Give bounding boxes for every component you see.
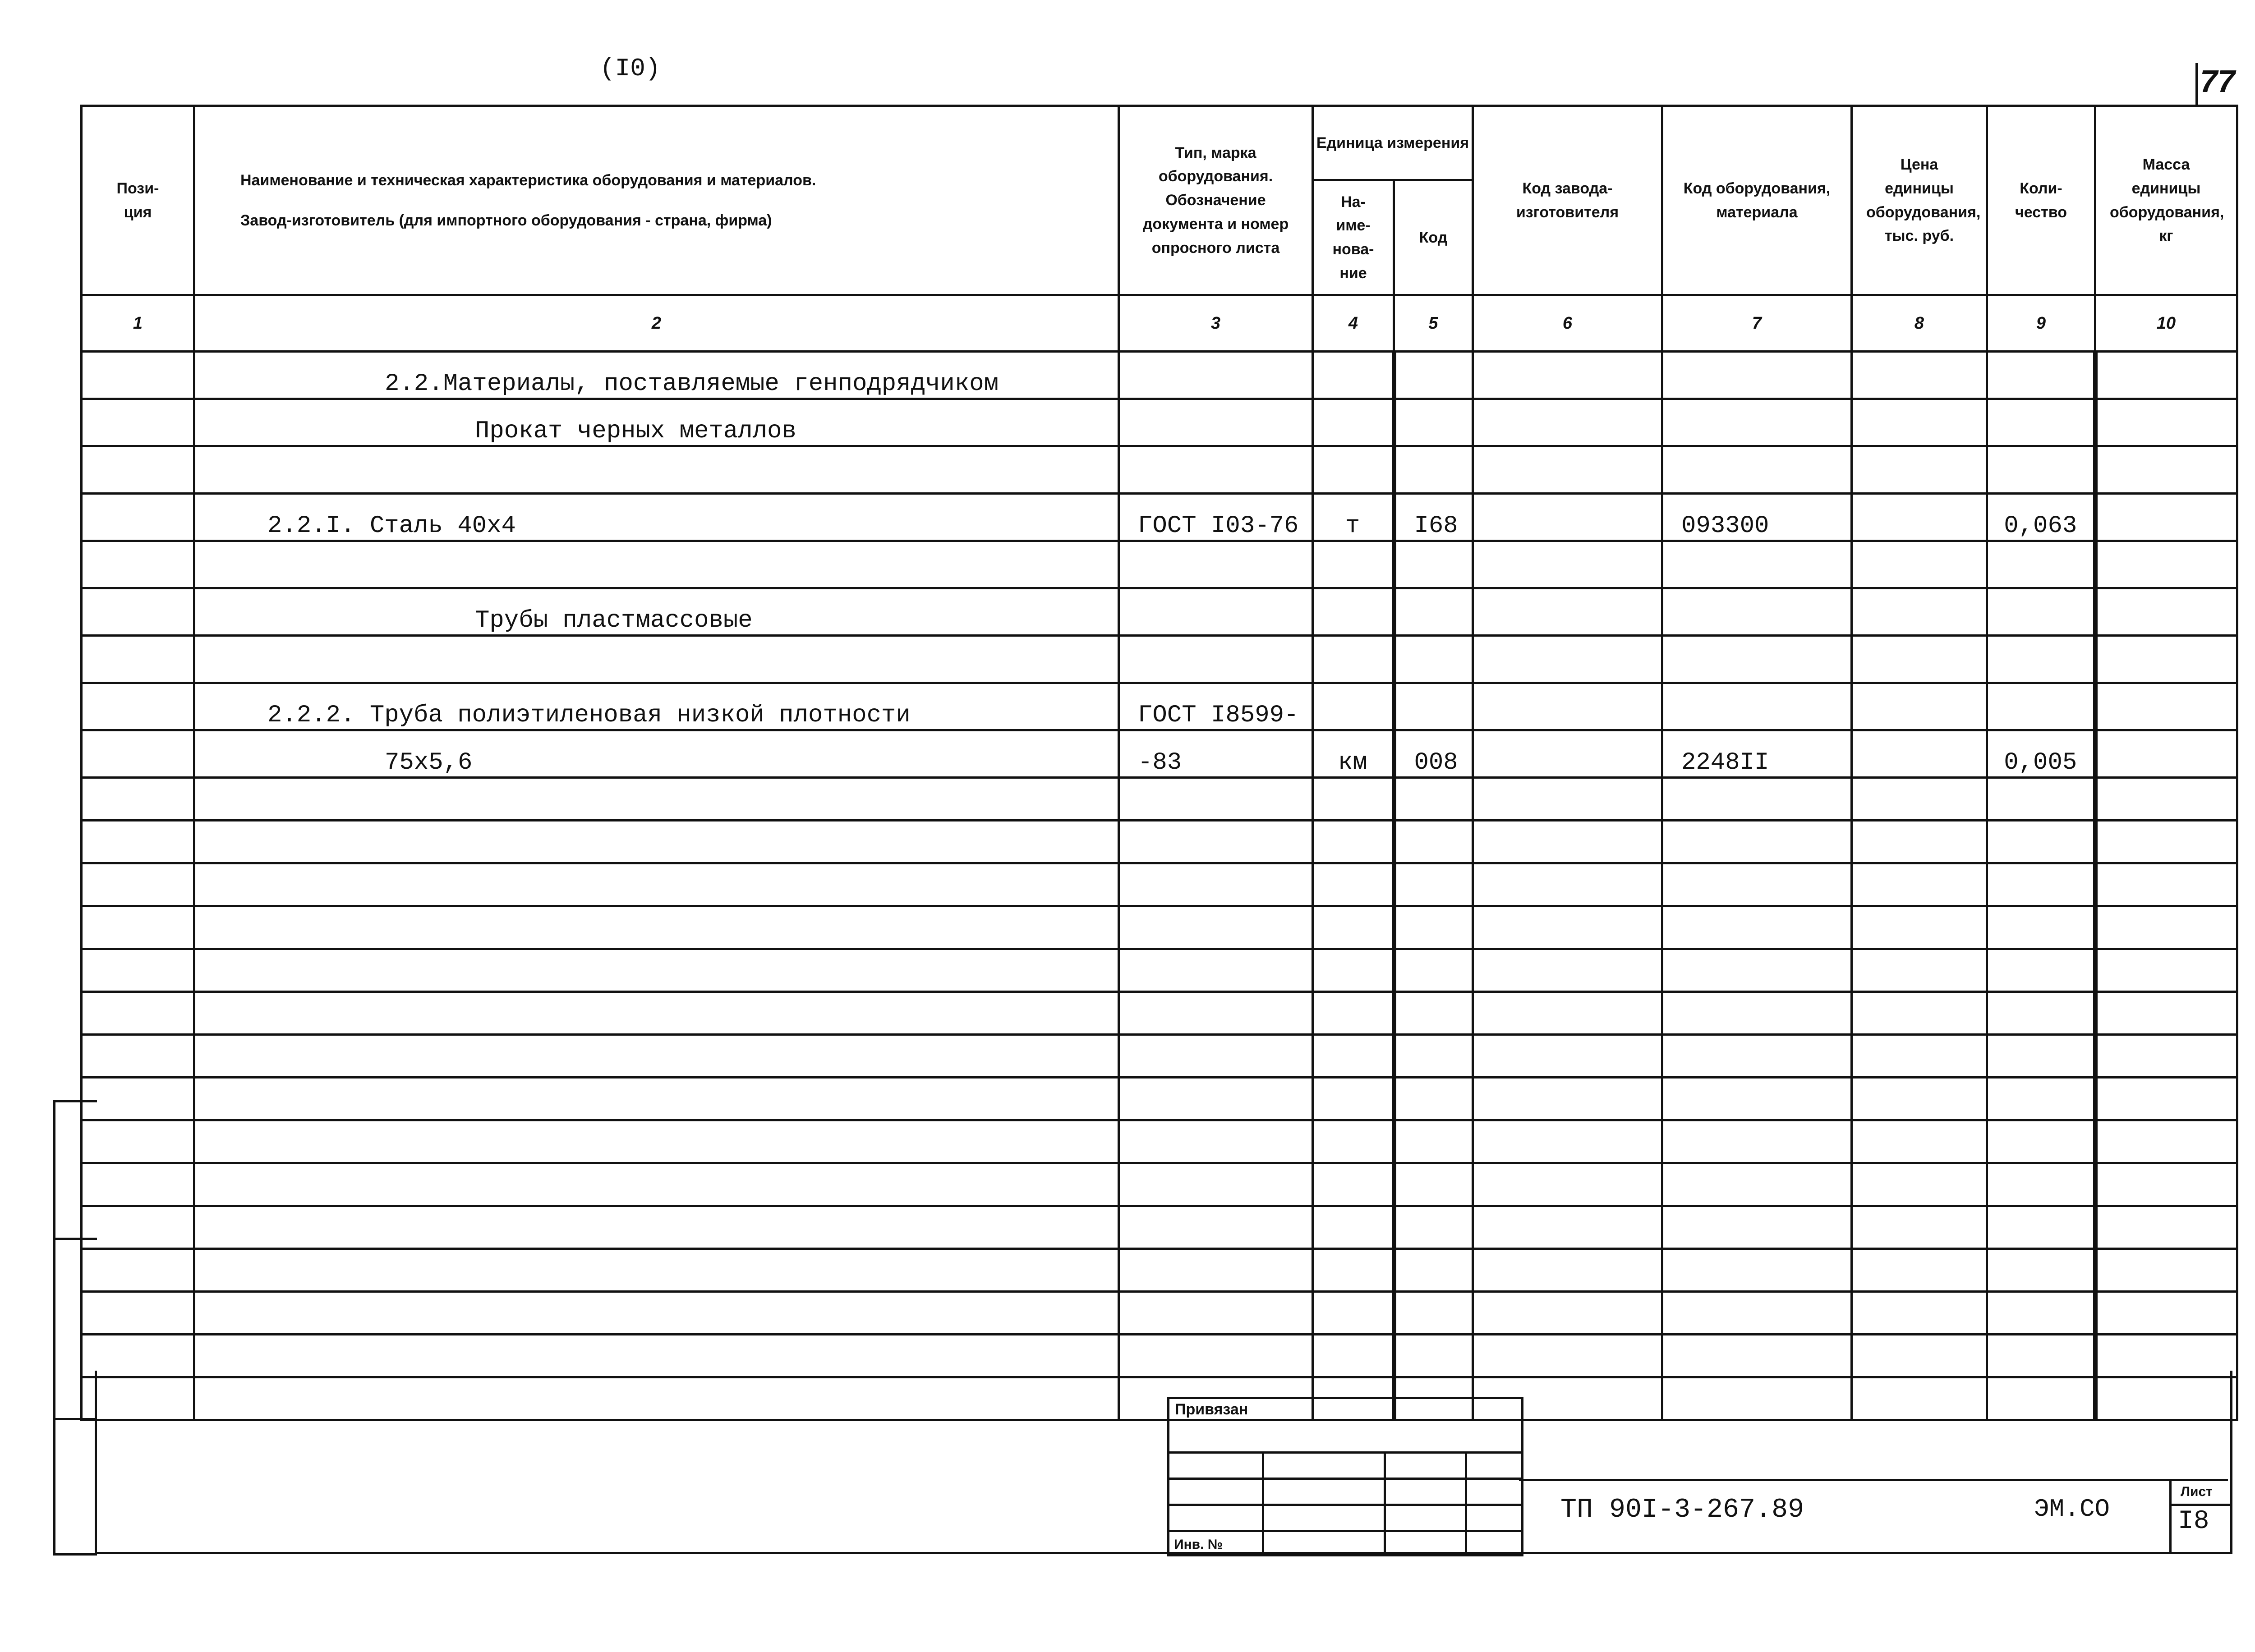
cell-code: 2248II [1662,730,1852,778]
cell-name [194,1120,1119,1163]
table-header [82,106,2237,352]
header-unit-name: На-име-нова-ние [1313,180,1394,295]
cell-mass [2095,636,2237,683]
table-row [82,821,2237,863]
cell-unit-code [1394,636,1473,683]
binding-strip [53,1100,97,1556]
cell-qty [1987,1249,2095,1292]
cell-factory [1473,1163,1662,1206]
cell-pos [82,683,194,730]
cell-name [194,636,1119,683]
cell-qty [1987,778,2095,821]
cell-unit [1313,1206,1394,1249]
cell-factory [1473,636,1662,683]
header-unit-code: Код [1394,180,1473,295]
cell-qty [1987,949,2095,992]
cell-factory [1473,821,1662,863]
cell-price [1852,906,1987,949]
column-number-10: 10 [2095,295,2237,352]
cell-name: 2.2.2. Труба полиэтиленовая низкой плотности [194,683,1119,730]
cell-pos [82,821,194,863]
cell-qty [1987,446,2095,494]
cell-unit: км [1313,730,1394,778]
cell-pos [82,992,194,1035]
cell-unit [1313,399,1394,446]
cell-type [1119,352,1313,399]
cell-pos [82,588,194,636]
cell-unit-code [1394,1035,1473,1078]
cell-factory [1473,1292,1662,1335]
binding-strip-divider [55,1238,97,1240]
cell-name [194,1292,1119,1335]
cell-qty [1987,588,2095,636]
cell-price [1852,1120,1987,1163]
cell-qty [1987,1078,2095,1120]
cell-unit-code [1394,446,1473,494]
cell-type [1119,1163,1313,1206]
cell-name: Прокат черных металлов [194,399,1119,446]
cell-unit [1313,446,1394,494]
header-type: Тип, марка оборудования. Обозначение документа и номер опросного листа [1119,106,1313,295]
cell-code [1662,906,1852,949]
table-row [82,863,2237,906]
cell-type: ГОСТ I03-76 [1119,494,1313,541]
cell-name: Трубы пластмассовые [194,588,1119,636]
cell-type [1119,1206,1313,1249]
header-factory-code: Код завода-изготовителя [1473,106,1662,295]
stamp-rule [1169,1530,1521,1532]
cell-name [194,446,1119,494]
cell-unit [1313,1120,1394,1163]
cell-unit-code: I68 [1394,494,1473,541]
cell-name [194,541,1119,588]
title-block-rule [1519,1479,2228,1481]
cell-type [1119,1249,1313,1292]
column-number-7: 7 [1662,295,1852,352]
cell-factory [1473,863,1662,906]
cell-unit [1313,588,1394,636]
cell-qty [1987,1292,2095,1335]
cell-type [1119,949,1313,992]
cell-mass [2095,1249,2237,1292]
cell-mass [2095,1120,2237,1163]
cell-code [1662,1120,1852,1163]
cell-factory [1473,1120,1662,1163]
cell-type [1119,588,1313,636]
sheet-corner-number: 77 [2200,64,2235,99]
cell-price [1852,683,1987,730]
cell-pos [82,541,194,588]
cell-mass [2095,588,2237,636]
column-number-2: 2 [194,295,1119,352]
cell-code [1662,399,1852,446]
cell-mass [2095,683,2237,730]
cell-qty [1987,1163,2095,1206]
cell-pos [82,1292,194,1335]
cell-pos [82,949,194,992]
cell-unit [1313,821,1394,863]
table-row [82,778,2237,821]
cell-price [1852,949,1987,992]
cell-unit-code [1394,949,1473,992]
inventory-label: Инв. № [1174,1537,1223,1552]
specification-table [80,105,2238,1421]
cell-pos [82,636,194,683]
table-row [82,541,2237,588]
cell-name: 2.2.I. Сталь 40х4 [194,494,1119,541]
stamp-column-rule [1384,1451,1386,1554]
cell-unit [1313,1035,1394,1078]
cell-name [194,906,1119,949]
cell-pos [82,352,194,399]
cell-price [1852,494,1987,541]
cell-type [1119,778,1313,821]
page-number: (I0) [600,54,661,83]
stamp-column-rule [1262,1451,1264,1554]
cell-unit-code [1394,588,1473,636]
cell-qty [1987,636,2095,683]
cell-name [194,1163,1119,1206]
cell-mass [2095,863,2237,906]
cell-factory [1473,1206,1662,1249]
cell-unit-code [1394,992,1473,1035]
title-block-frame [95,1371,2232,1554]
cell-price [1852,778,1987,821]
cell-pos [82,494,194,541]
cell-type [1119,863,1313,906]
cell-code [1662,683,1852,730]
table-row [82,1078,2237,1120]
cell-type [1119,636,1313,683]
cell-type [1119,446,1313,494]
cell-type: ГОСТ I8599- [1119,683,1313,730]
sheet-box-rule [2172,1504,2230,1506]
header-position: Пози- ция [82,106,194,295]
cell-qty [1987,352,2095,399]
sheet-box [2169,1479,2230,1552]
cell-mass [2095,1163,2237,1206]
stamp-rule [1169,1478,1521,1480]
cell-factory [1473,541,1662,588]
cell-price [1852,446,1987,494]
table-row [82,730,2237,778]
cell-price [1852,1163,1987,1206]
cell-price [1852,399,1987,446]
cell-type [1119,1078,1313,1120]
cell-price [1852,541,1987,588]
cell-price [1852,1035,1987,1078]
cell-type [1119,541,1313,588]
binding-stamp [1167,1397,1523,1556]
cell-price [1852,730,1987,778]
cell-unit [1313,949,1394,992]
cell-qty [1987,1120,2095,1163]
header-name-line1: Наименование и техническая характеристика оборудования и материалов. [240,171,816,189]
cell-unit-code [1394,1163,1473,1206]
cell-name: 75х5,6 [194,730,1119,778]
cell-name [194,778,1119,821]
stamp-label: Привязан [1175,1401,1248,1418]
cell-mass [2095,821,2237,863]
header-mass: Масса единицы оборудования, кг [2095,106,2237,295]
cell-pos [82,399,194,446]
cell-price [1852,352,1987,399]
sheet-label: Лист [2181,1484,2213,1499]
cell-price [1852,1249,1987,1292]
cell-price [1852,636,1987,683]
cell-name [194,992,1119,1035]
header-material-code: Код оборудования, материала [1662,106,1852,295]
cell-name [194,1206,1119,1249]
cell-name [194,863,1119,906]
table-row [82,399,2237,446]
cell-factory [1473,992,1662,1035]
corner-divider [2195,63,2198,105]
table-body [82,352,2237,1420]
cell-mass [2095,949,2237,992]
column-number-1: 1 [82,295,194,352]
cell-factory [1473,588,1662,636]
cell-mass [2095,446,2237,494]
binding-strip-divider [55,1418,97,1420]
cell-name [194,821,1119,863]
cell-type [1119,1292,1313,1335]
table-row [82,1249,2237,1292]
cell-code [1662,1035,1852,1078]
cell-name [194,1078,1119,1120]
cell-unit-code [1394,1292,1473,1335]
cell-unit [1313,352,1394,399]
cell-factory [1473,446,1662,494]
cell-qty: 0,005 [1987,730,2095,778]
cell-code [1662,636,1852,683]
cell-pos [82,1249,194,1292]
cell-type [1119,821,1313,863]
cell-factory [1473,352,1662,399]
cell-qty [1987,541,2095,588]
cell-factory [1473,949,1662,992]
table-row [82,1120,2237,1163]
cell-unit-code [1394,1078,1473,1120]
column-number-3: 3 [1119,295,1313,352]
cell-unit-code [1394,1206,1473,1249]
table-row [82,992,2237,1035]
cell-qty [1987,863,2095,906]
table-row [82,1292,2237,1335]
cell-factory [1473,1249,1662,1292]
cell-name [194,949,1119,992]
cell-code [1662,821,1852,863]
cell-unit-code [1394,778,1473,821]
table-row [82,949,2237,992]
cell-pos [82,906,194,949]
cell-mass [2095,1206,2237,1249]
column-number-9: 9 [1987,295,2095,352]
cell-factory [1473,906,1662,949]
column-number-5: 5 [1394,295,1473,352]
cell-unit [1313,778,1394,821]
cell-qty [1987,683,2095,730]
table-row [82,352,2237,399]
cell-unit-code [1394,821,1473,863]
cell-price [1852,821,1987,863]
table-row [82,1163,2237,1206]
cell-unit-code: 008 [1394,730,1473,778]
cell-code [1662,1163,1852,1206]
cell-mass [2095,778,2237,821]
cell-type [1119,906,1313,949]
cell-code [1662,352,1852,399]
cell-type [1119,399,1313,446]
cell-pos [82,778,194,821]
header-quantity: Коли-чество [1987,106,2095,295]
cell-code [1662,588,1852,636]
cell-pos [82,446,194,494]
cell-price [1852,1078,1987,1120]
cell-unit-code [1394,683,1473,730]
cell-code [1662,863,1852,906]
cell-unit-code [1394,541,1473,588]
cell-unit [1313,1078,1394,1120]
cell-mass [2095,906,2237,949]
cell-unit-code [1394,352,1473,399]
cell-mass [2095,730,2237,778]
cell-pos [82,1206,194,1249]
cell-factory [1473,399,1662,446]
table-row [82,906,2237,949]
stamp-rule [1169,1451,1521,1454]
cell-factory [1473,494,1662,541]
cell-mass [2095,992,2237,1035]
table-row [82,683,2237,730]
table-row [82,1206,2237,1249]
cell-code: 093300 [1662,494,1852,541]
cell-mass [2095,352,2237,399]
cell-qty [1987,1035,2095,1078]
cell-mass [2095,1292,2237,1335]
cell-code [1662,949,1852,992]
cell-unit [1313,636,1394,683]
column-number-4: 4 [1313,295,1394,352]
cell-unit: т [1313,494,1394,541]
cell-qty: 0,063 [1987,494,2095,541]
cell-name: 2.2.Материалы, поставляемые генподрядчиком [194,352,1119,399]
cell-price [1852,588,1987,636]
cell-unit [1313,683,1394,730]
cell-unit [1313,906,1394,949]
table-row [82,588,2237,636]
cell-unit [1313,1292,1394,1335]
cell-name [194,1249,1119,1292]
header-name-line2: Завод-изготовитель (для импортного оборудования - страна, фирма) [240,211,772,229]
cell-unit-code [1394,906,1473,949]
cell-pos [82,730,194,778]
cell-price [1852,992,1987,1035]
cell-unit-code [1394,1120,1473,1163]
stamp-column-rule [1465,1451,1467,1554]
cell-mass [2095,1035,2237,1078]
cell-mass [2095,494,2237,541]
cell-qty [1987,992,2095,1035]
document-code: ТП 90I-3-267.89 [1560,1495,1804,1525]
cell-pos [82,1120,194,1163]
cell-qty [1987,821,2095,863]
cell-code [1662,992,1852,1035]
cell-unit [1313,992,1394,1035]
cell-price [1852,1206,1987,1249]
table-row [82,494,2237,541]
column-number-6: 6 [1473,295,1662,352]
header-price: Цена единицы оборудования, тыс. руб. [1852,106,1987,295]
cell-unit [1313,863,1394,906]
cell-unit [1313,1249,1394,1292]
cell-mass [2095,399,2237,446]
table-row [82,1035,2237,1078]
cell-factory [1473,1035,1662,1078]
cell-factory [1473,778,1662,821]
cell-factory [1473,1078,1662,1120]
cell-qty [1987,399,2095,446]
stamp-rule [1169,1504,1521,1506]
header-name [194,106,1119,295]
cell-code [1662,778,1852,821]
cell-type [1119,1120,1313,1163]
document-mark: ЭМ.СО [2034,1495,2110,1524]
cell-code [1662,1292,1852,1335]
cell-pos [82,1078,194,1120]
cell-pos [82,1163,194,1206]
cell-qty [1987,1206,2095,1249]
cell-pos [82,1035,194,1078]
cell-type: -83 [1119,730,1313,778]
cell-factory [1473,730,1662,778]
cell-unit-code [1394,1249,1473,1292]
cell-factory [1473,683,1662,730]
cell-mass [2095,1078,2237,1120]
cell-name [194,1035,1119,1078]
table-row [82,636,2237,683]
cell-type [1119,992,1313,1035]
cell-type [1119,1035,1313,1078]
cell-mass [2095,541,2237,588]
cell-qty [1987,906,2095,949]
cell-price [1852,863,1987,906]
cell-unit-code [1394,399,1473,446]
cell-unit-code [1394,863,1473,906]
cell-pos [82,863,194,906]
header-unit-group: Единица измерения [1313,106,1473,180]
table-row [82,446,2237,494]
cell-code [1662,446,1852,494]
cell-code [1662,1206,1852,1249]
cell-code [1662,541,1852,588]
column-number-8: 8 [1852,295,1987,352]
sheet-number: I8 [2178,1507,2209,1536]
cell-unit [1313,541,1394,588]
cell-price [1852,1292,1987,1335]
cell-code [1662,1078,1852,1120]
cell-code [1662,1249,1852,1292]
cell-unit [1313,1163,1394,1206]
